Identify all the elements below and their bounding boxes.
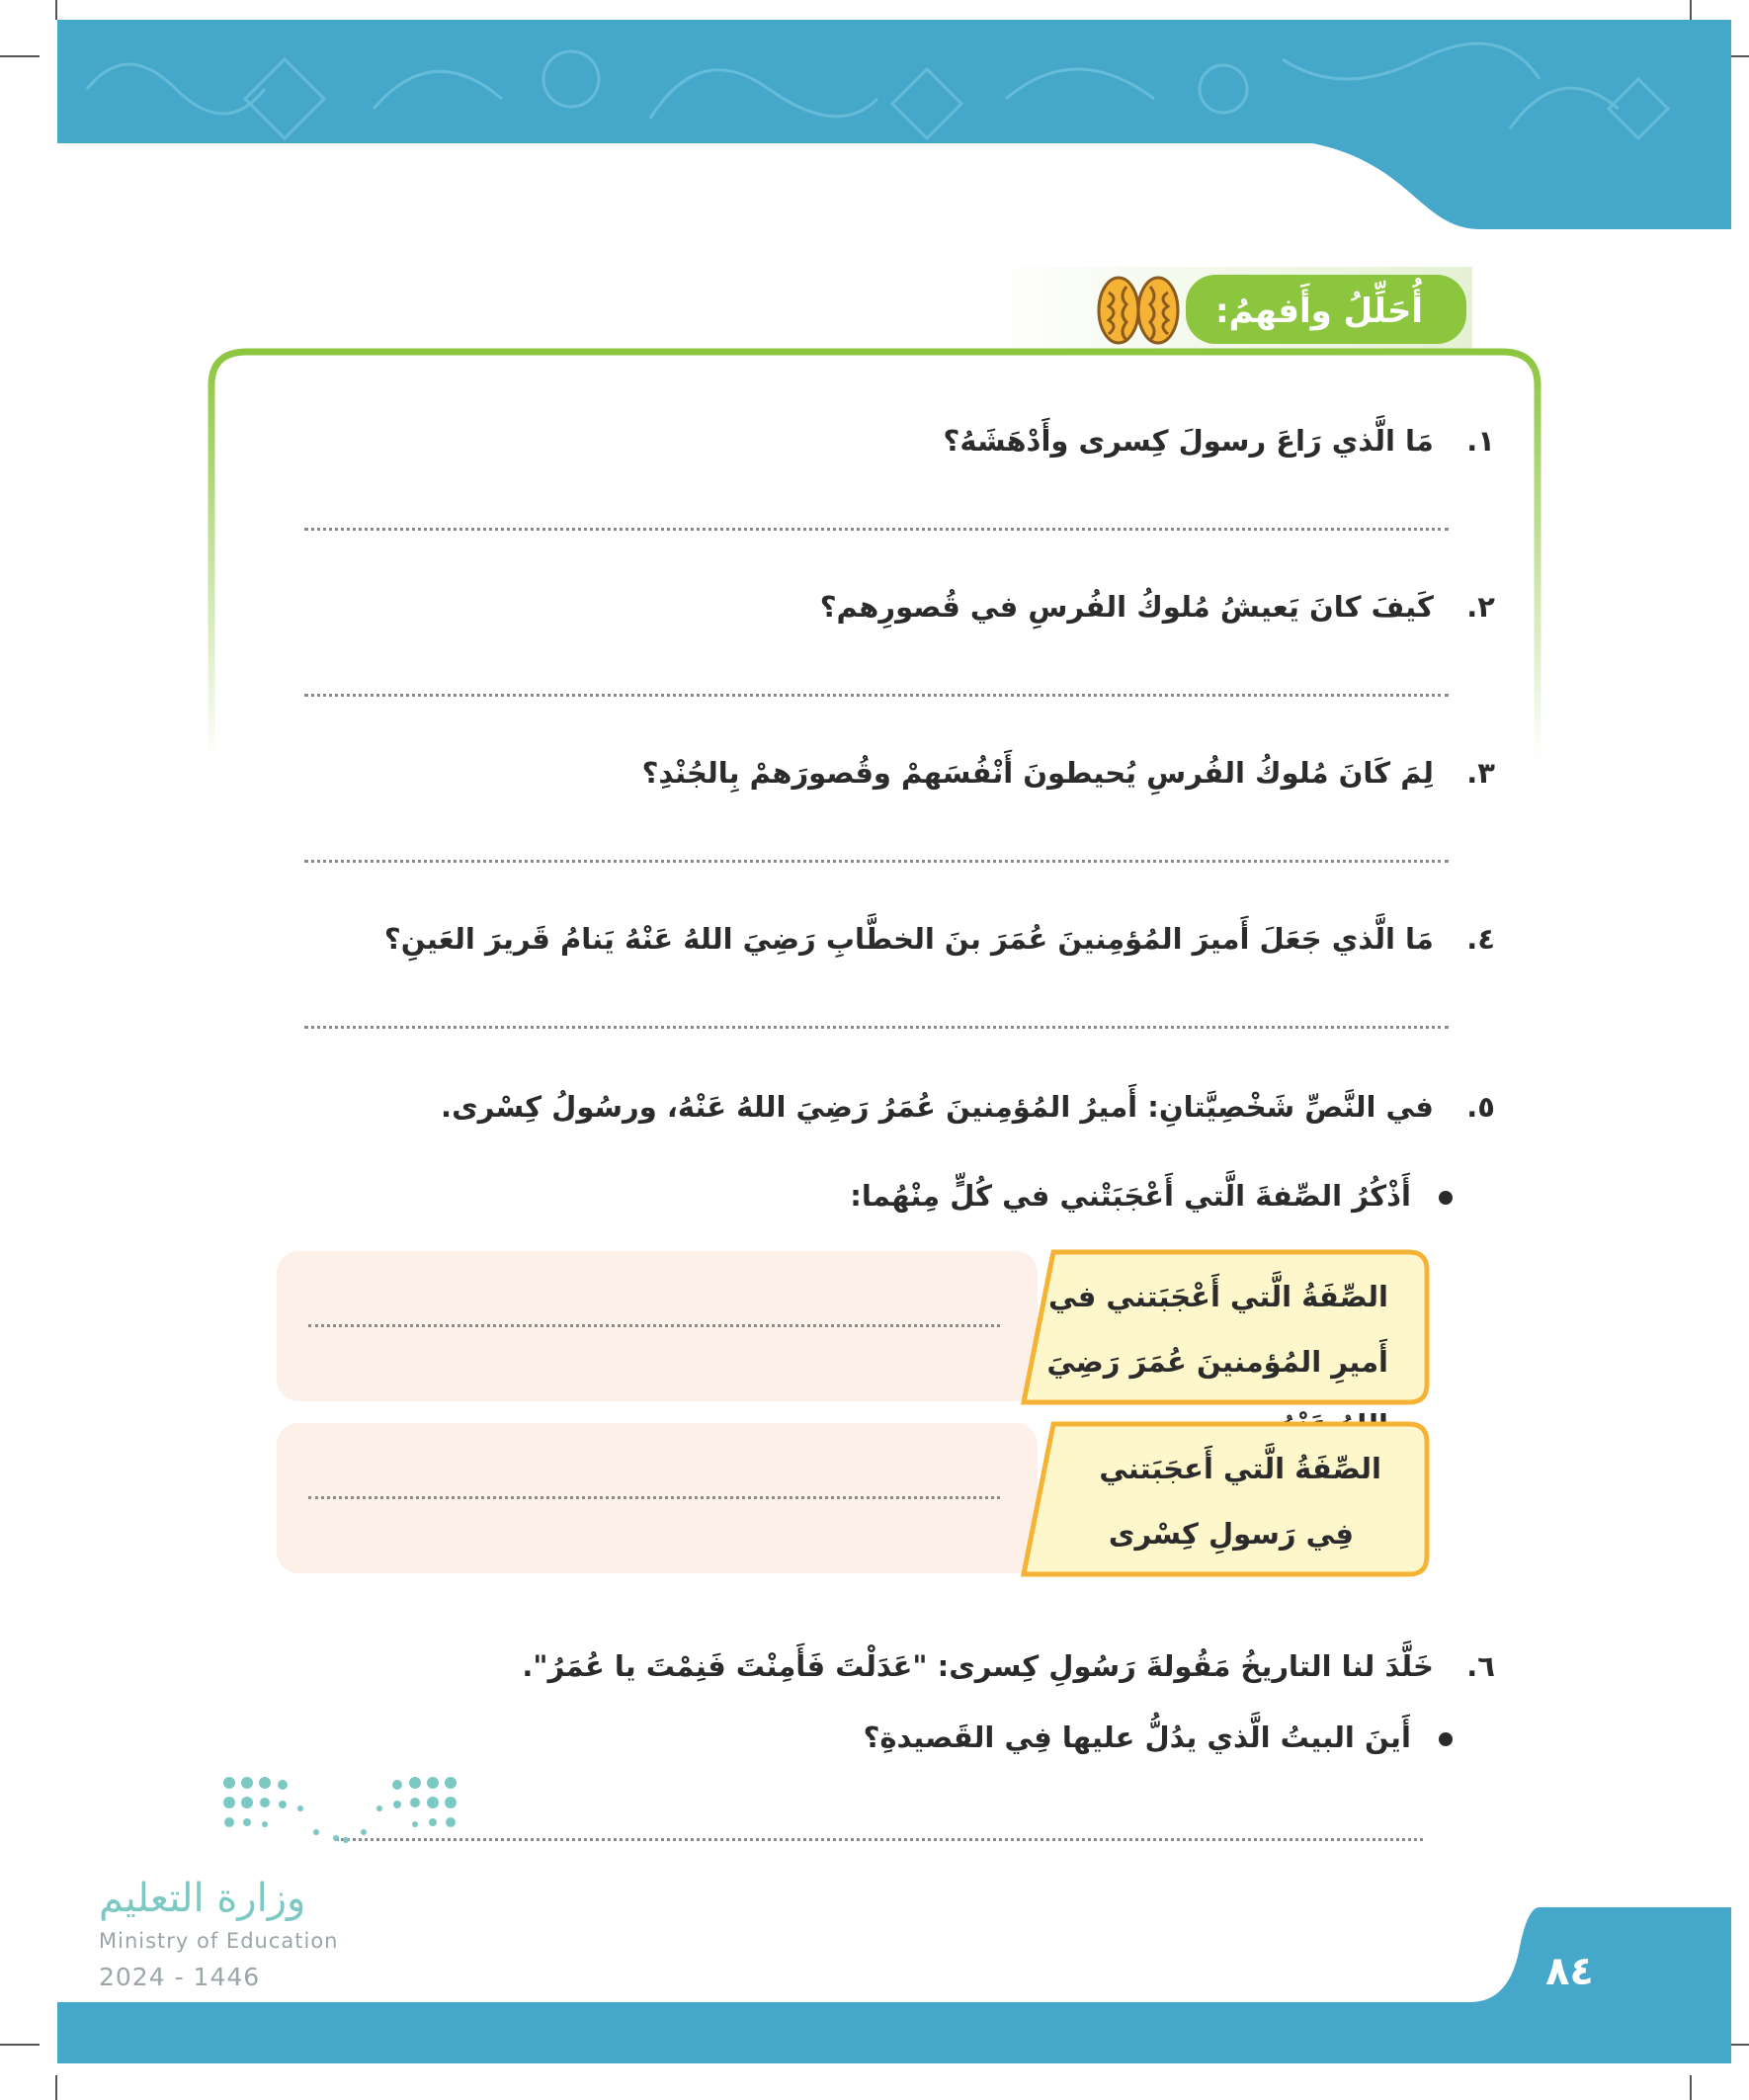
question-2 <box>309 585 1495 629</box>
question-6-bullet <box>267 1716 1453 1759</box>
question-number: ٣. <box>1466 756 1495 790</box>
question-5 <box>210 1085 1495 1129</box>
answer-line[interactable] <box>304 1026 1449 1029</box>
question-5-bullet <box>267 1174 1453 1218</box>
question-6 <box>210 1644 1495 1688</box>
answer-line[interactable] <box>304 694 1449 697</box>
crop-mark <box>1690 0 1692 20</box>
label-line: الصِّفَةُ الَّتي أَعجَبَتني <box>1099 1452 1381 1485</box>
crop-mark <box>0 2044 40 2046</box>
footer-band <box>57 1907 1731 2063</box>
bullet-icon <box>1439 1191 1453 1205</box>
question-text: خَلَّدَ لنا التاريخُ مَقُولةَ رَسُولِ كِسرى: "عَدَلْتَ فَأَمِنْتَ فَنِمْتَ يا عُمَرُ". <box>522 1649 1434 1683</box>
answer-line[interactable] <box>304 860 1449 863</box>
page-number: ٨٤ <box>1545 1949 1594 1994</box>
question-1 <box>309 419 1495 462</box>
ministry-name-ar: وزارة التعليم <box>99 1876 306 1921</box>
label-line: الصِّفَةُ الَّتي أَعْجَبَتني في <box>1048 1280 1388 1313</box>
question-text: في النَّصِّ شَخْصِيَّتانِ: أَميرُ المُؤمِنينَ عُمَرُ رَضِيَ اللهُ عَنْهُ، ورسُولُ كِسْرى. <box>441 1090 1434 1124</box>
crop-mark <box>0 55 40 57</box>
crop-mark <box>55 0 57 20</box>
question-4 <box>210 917 1495 961</box>
bullet-text: أَذْكُرُ الصِّفةَ الَّتي أَعْجَبَتْني في كُلٍّ مِنْهُما: <box>850 1179 1411 1213</box>
question-text: مَا الَّذي رَاعَ رسولَ كِسرى وأَدْهَشَهُ؟ <box>943 424 1434 458</box>
question-number: ٦. <box>1466 1649 1495 1683</box>
answer-line[interactable] <box>336 1838 1423 1841</box>
answer-line[interactable] <box>308 1324 1000 1327</box>
brain-icon <box>1095 273 1182 348</box>
question-text: لِمَ كَانَ مُلوكُ الفُرسِ يُحيطونَ أَنْفُسَهمْ وقُصورَهمْ بِالجُنْدِ؟ <box>641 756 1434 790</box>
section-title: أُحَلِّلُ وأَفهمُ: <box>1215 292 1423 331</box>
header-band <box>57 20 1731 229</box>
question-text: مَا الَّذي جَعَلَ أَميرَ المُؤمِنينَ عُمَرَ بنَ الخطَّابِ رَضِيَ اللهُ عَنْهُ يَنامُ قَريرَ العَينِ؟ <box>383 922 1434 956</box>
label-line: أَميرِ المُؤمنينَ عُمَرَ رَضِيَ <box>1046 1345 1388 1379</box>
answer-line[interactable] <box>308 1496 1000 1499</box>
question-number: ١. <box>1466 424 1495 458</box>
ministry-name-en: Ministry of Education <box>99 1929 339 1953</box>
crop-mark <box>1731 55 1749 57</box>
green-frame <box>208 346 1541 761</box>
question-number: ٢. <box>1466 590 1495 624</box>
crop-mark <box>1731 2044 1749 2046</box>
answer-line[interactable] <box>304 528 1449 531</box>
question-text: كَيفَ كانَ يَعيشُ مُلوكُ الفُرسِ في قُصورِهم؟ <box>819 590 1434 624</box>
ministry-logo-icon <box>217 1771 464 1860</box>
bullet-icon <box>1439 1732 1453 1746</box>
crop-mark <box>1690 2075 1692 2100</box>
question-number: ٤. <box>1466 922 1495 956</box>
label-line: فِي رَسولِ كِسْرى <box>1108 1517 1354 1551</box>
bullet-text: أَينَ البيتُ الَّذي يدُلُّ عليها فِي القَصيدةِ؟ <box>863 1721 1411 1754</box>
question-number: ٥. <box>1466 1090 1495 1124</box>
question-3 <box>309 751 1495 795</box>
edition-year: 2024 - 1446 <box>99 1963 261 1991</box>
crop-mark <box>55 2075 57 2100</box>
